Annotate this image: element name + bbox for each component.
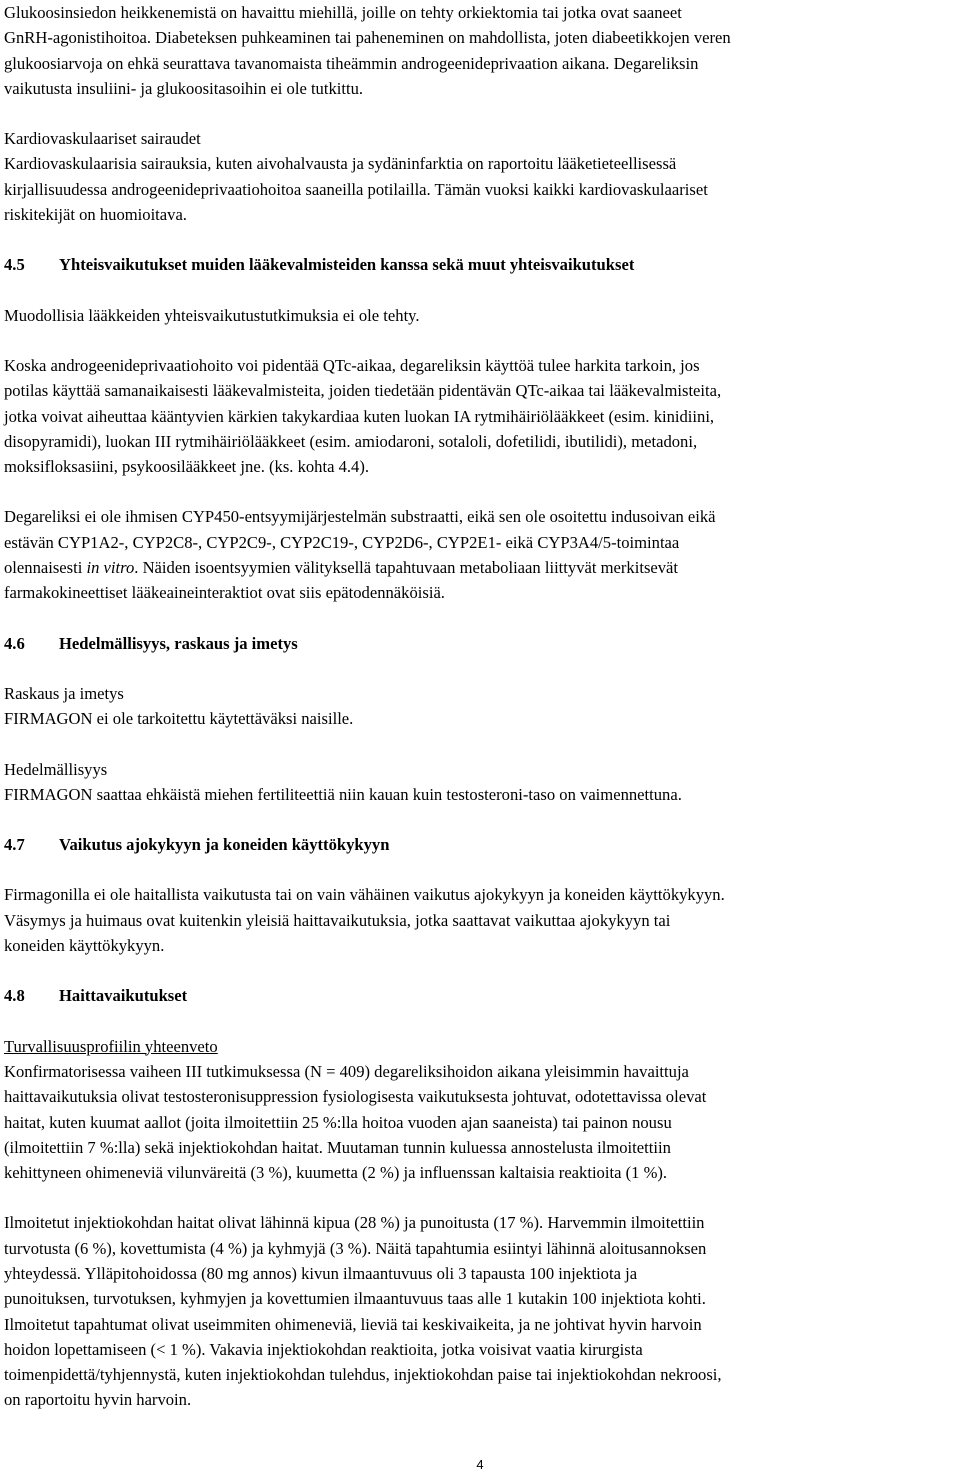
text-line: GnRH-agonistihoitoa. Diabeteksen puhkeaminen tai paheneminen on mahdollista, joten diabeetikkojen veren xyxy=(4,28,731,48)
text-line: hoidon lopettamiseen (< 1 %). Vakavia injektiokohdan reaktioita, jotka voisivat vaatia kirurgista xyxy=(4,1339,643,1359)
text-line: FIRMAGON saattaa ehkäistä miehen fertiliteettiä niin kauan kuin testosteroni-taso on vaimennettuna. xyxy=(4,784,682,804)
cardio-heading: Kardiovaskulaariset sairaudet xyxy=(4,129,201,149)
text-line: vaikutusta insuliini- ja glukoositasoihin ei ole tutkittu. xyxy=(4,78,364,98)
text-line: Degareliksi ei ole ihmisen CYP450-entsyymijärjestelmän substraatti, eikä sen ole osoitettu indusoivan eikä xyxy=(4,507,716,527)
cyp-paragraph xyxy=(4,504,952,605)
section-heading-4-6 xyxy=(4,631,952,656)
text-line: haittavaikutuksia olivat testosteronisuppression fysiologisesta vaikutuksesta johtuvat, odotettavissa olevat xyxy=(4,1087,707,1107)
text-line: FIRMAGON ei ole tarkoitettu käytettäväksi naisille. xyxy=(4,709,354,729)
text-line: jotka voivat aiheuttaa kääntyvien kärkien takykardiaa kuten luokan IA rytmihäiriölääkkeet (esim. kinidiini, xyxy=(4,406,715,426)
text-line: (ilmoitettiin 7 %:lla) sekä injektiokohdan haitat. Muutaman tunnin kuluessa annostelusta ilmoitettiin xyxy=(4,1137,671,1157)
underlined-subheading: Turvallisuusprofiilin yhteenveto xyxy=(4,1036,218,1056)
text-line: disopyramidi), luokan III rytmihäiriölääkkeet (esim. amiodaroni, sotaloli, dofetilidi, ibutilidi), metadoni, xyxy=(4,431,698,451)
text-line: punoituksen, turvotuksen, kyhmyjen ja kovettumien ilmaantuvuus taas alle 1 kutakin 100 injektiota kohti. xyxy=(4,1289,706,1309)
text-line: Muodollisia lääkkeiden yhteisvaikutustutkimuksia ei ole tehty. xyxy=(4,305,420,325)
text-line: on raportoitu hyvin harvoin. xyxy=(4,1390,192,1410)
section-title: Haittavaikutukset xyxy=(59,986,188,1006)
intro-paragraph xyxy=(4,0,952,101)
text-line: turvotusta (6 %), kovettumista (4 %) ja kyhmyjä (3 %). Näitä tapahtumia esiintyi lähinnä aloitusannoksen xyxy=(4,1238,707,1258)
section-title: Vaikutus ajokykyyn ja koneiden käyttökykyyn xyxy=(59,835,390,855)
section-heading-4-7 xyxy=(4,832,952,857)
text-line: glukoosiarvoja on ehkä seurattava tavanomaista tiheämmin androgeenideprivaation aikana. Degareliksin xyxy=(4,53,699,73)
text-line: Glukoosinsiedon heikkenemistä on havaittu miehillä, joille on tehty orkiektomia tai jotka ovat saaneet xyxy=(4,3,682,22)
text-line: riskitekijät on huomioitava. xyxy=(4,205,187,225)
text-line: kirjallisuudessa androgeenideprivaatiohoitoa saaneilla potilailla. Tämän vuoksi kaikki kardiovaskulaariset xyxy=(4,179,708,199)
text-line: Konfirmatorisessa vaiheen III tutkimuksessa (N = 409) degareliksihoidon aikana yleisimmin havaittuja xyxy=(4,1061,689,1081)
section-number: 4.5 xyxy=(4,255,25,275)
section-title: Hedelmällisyys, raskaus ja imetys xyxy=(59,633,298,653)
text-line: estävän CYP1A2-, CYP2C8-, CYP2C9-, CYP2C19-, CYP2D6-, CYP2E1- eikä CYP3A4/5-toimintaa xyxy=(4,532,680,552)
section-number: 4.8 xyxy=(4,986,25,1006)
text-line: haitat, kuten kuumat aallot (joita ilmoitettiin 25 %:lla hoitoa vuoden ajan saaneista) tai painon nousu xyxy=(4,1112,672,1132)
text-line: farmakokineettiset lääkeaineinteraktiot ovat siis epätodennäköisiä. xyxy=(4,583,445,603)
subheading: Raskaus ja imetys xyxy=(4,683,124,703)
injection-site-paragraph xyxy=(4,1210,952,1412)
text-line: Koska androgeenideprivaatiohoito voi pidentää QTc-aikaa, degareliksin käyttöä tulee harkita tarkoin, jos xyxy=(4,355,700,375)
text-line: potilas käyttää samanaikaisesti lääkevalmisteita, joiden tiedetään pidentävän QTc-aikaa tai lääkevalmisteita, xyxy=(4,381,722,401)
section-heading-4-8 xyxy=(4,983,952,1008)
text-line: toimenpidettä/tyhjennystä, kuten injektiokohdan tulehdus, injektiokohdan paise tai injektiokohdan nekroosi, xyxy=(4,1365,722,1385)
text-line: moksifloksasiini, psykoosilääkkeet jne. (ks. kohta 4.4). xyxy=(4,457,370,477)
italic-term: in vitro xyxy=(86,558,135,578)
text-segment: . Näiden isoentsyymien välityksellä tapahtuvaan metaboliaan liittyvät merkitsevät xyxy=(134,558,679,578)
safety-paragraph xyxy=(4,1059,952,1185)
section-number: 4.7 xyxy=(4,835,25,855)
text-segment: olennaisesti xyxy=(4,558,87,578)
text-line: Ilmoitetut tapahtumat olivat useimmiten ohimeneviä, lieviä tai keskivaikeita, ja ne johtivat hyvin harvoin xyxy=(4,1314,702,1334)
text-line: koneiden käyttökykyyn. xyxy=(4,936,165,956)
text-line: kehittyneen ohimeneviä vilunväreitä (3 %), kuumetta (2 %) ja influenssan kaltaisia reaktioita (1 %). xyxy=(4,1163,668,1183)
cardio-paragraph xyxy=(4,126,952,227)
driving-paragraph xyxy=(4,882,952,958)
section-heading-4-5 xyxy=(4,252,952,277)
text-line: yhteydessä. Ylläpitohoidossa (80 mg annos) kivun ilmaantuvuus oli 3 tapausta 100 injektiota ja xyxy=(4,1263,638,1283)
text-line: Ilmoitetut injektiokohdan haitat olivat lähinnä kipua (28 %) ja punoitusta (17 %). Harvemmin ilmoitettiin xyxy=(4,1213,705,1233)
section-number: 4.6 xyxy=(4,633,25,653)
text-line: Kardiovaskulaarisia sairauksia, kuten aivohalvausta ja sydäninfarktia on raportoitu lääketieteellisessä xyxy=(4,154,677,174)
section-title: Yhteisvaikutukset muiden lääkevalmisteiden kanssa sekä muut yhteisvaikutukset xyxy=(59,255,635,275)
subheading: Hedelmällisyys xyxy=(4,759,108,779)
qtc-paragraph xyxy=(4,353,952,479)
page-number: 4 xyxy=(476,1457,484,1472)
text-line xyxy=(4,555,952,580)
document-page xyxy=(4,0,952,1413)
text-line: Väsymys ja huimaus ovat kuitenkin yleisiä haittavaikutuksia, jotka saattavat vaikuttaa ajokykyyn tai xyxy=(4,910,671,930)
text-line: Firmagonilla ei ole haitallista vaikutusta tai on vain vähäinen vaikutus ajokykyyn ja koneiden käyttökykyyn. xyxy=(4,885,725,905)
